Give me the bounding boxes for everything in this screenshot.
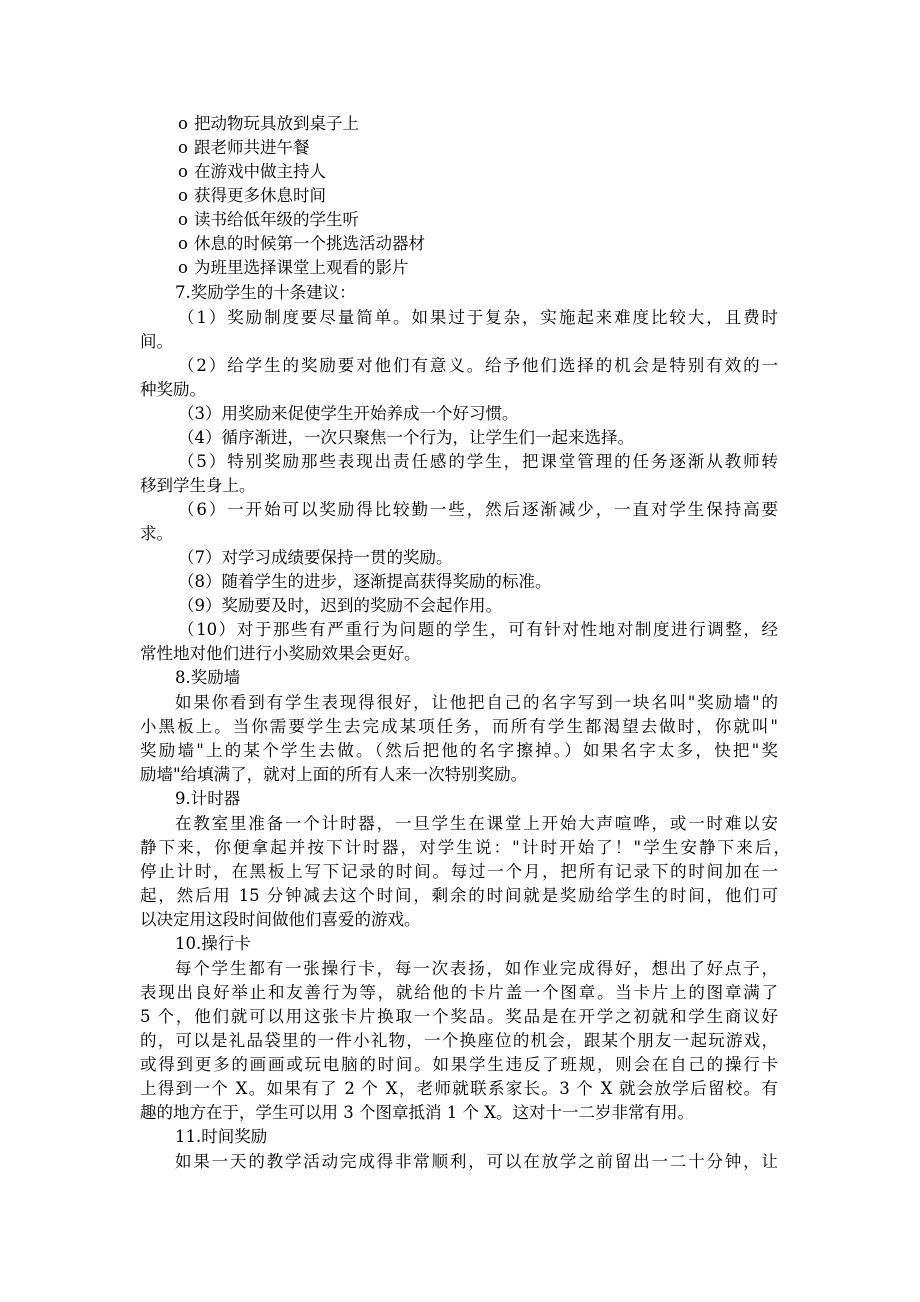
bullet-marker: o (178, 162, 188, 181)
bullet-item: o 休息的时候第一个挑选活动器材 (178, 234, 425, 253)
paragraph-line: （1）奖励制度要尽量简单。如果过于复杂，实施起来难度比较大，且费时 (178, 308, 778, 327)
paragraph-line: （4）循序渐进，一次只聚焦一个行为，让学生们一起来选择。 (178, 428, 634, 447)
bullet-marker: o (178, 114, 188, 133)
bullet-marker: o (178, 258, 188, 277)
bullet-item: o 获得更多休息时间 (178, 186, 326, 205)
paragraph-line: 趣的地方在于，学生可以用 3 个图章抵消 1 个 X。这对十一二岁非常有用。 (140, 1103, 694, 1122)
paragraph-line: 停止计时，在黑板上写下记录的时间。每过一个月，把所有记录下的时间加在一 (140, 862, 778, 881)
bullet-marker: o (178, 234, 188, 253)
paragraph-line: 间。 (140, 332, 173, 351)
paragraph-line: 表现出良好举止和友善行为等，就给他的卡片盖一个图章。当卡片上的图章满了 (140, 983, 778, 1002)
section-heading: 7.奖励学生的十条建议： (175, 283, 356, 302)
bullet-item: o 为班里选择课堂上观看的影片 (178, 258, 409, 277)
paragraph-line: （9）奖励要及时，迟到的奖励不会起作用。 (178, 596, 502, 615)
bullet-item: o 跟老师共进午餐 (178, 138, 310, 157)
paragraph-line: 上得到一个 X。如果有了 2 个 X，老师就联系家长。3 个 X 就会放学后留校。有 (140, 1079, 778, 1098)
paragraph-line: 如果你看到有学生表现得很好，让他把自己的名字写到一块名叫"奖励墙"的 (175, 693, 778, 712)
paragraph-line: （6）一开始可以奖励得比较勤一些，然后逐渐减少，一直对学生保持高要 (178, 500, 778, 519)
section-heading: 9.计时器 (175, 789, 241, 808)
paragraph-line: 常性地对他们进行小奖励效果会更好。 (140, 644, 421, 663)
bullet-marker: o (178, 138, 188, 157)
bullet-item: o 把动物玩具放到桌子上 (178, 114, 359, 133)
paragraph-line: 在教室里准备一个计时器，一旦学生在课堂上开始大声喧哗，或一时难以安 (175, 814, 778, 833)
paragraph-line: 每个学生都有一张操行卡，每一次表扬，如作业完成得好，想出了好点子， (175, 959, 778, 978)
section-heading: 11.时间奖励 (175, 1127, 268, 1146)
bullet-marker: o (178, 210, 188, 229)
paragraph-line: 或得到更多的画画或玩电脑的时间。如果学生违反了班规，则会在自己的操行卡 (140, 1055, 778, 1074)
paragraph-line: （3）用奖励来促使学生开始养成一个好习惯。 (178, 404, 519, 423)
section-heading: 10.操行卡 (175, 934, 251, 953)
section-heading: 8.奖励墙 (175, 668, 241, 687)
bullet-item: o 在游戏中做主持人 (178, 162, 326, 181)
paragraph-line: （10）对于那些有严重行为问题的学生，可有针对性地对制度进行调整，经 (178, 620, 778, 639)
paragraph-line: （7）对学习成绩要保持一贯的奖励。 (178, 548, 453, 567)
paragraph-line: （2）给学生的奖励要对他们有意义。给予他们选择的机会是特别有效的一 (178, 356, 778, 375)
paragraph-line: 的，可以是礼品袋里的一件小礼物，一个换座位的机会，跟某个朋友一起玩游戏， (140, 1031, 778, 1050)
paragraph-line: 如果一天的教学活动完成得非常顺利，可以在放学之前留出一二十分钟，让 (175, 1152, 778, 1171)
paragraph-line: 静下来，你便拿起并按下计时器，对学生说："计时开始了！"学生安静下来后， (140, 838, 790, 857)
paragraph-line: 移到学生身上。 (140, 476, 256, 495)
bullet-item: o 读书给低年级的学生听 (178, 210, 359, 229)
bullet-marker: o (178, 186, 188, 205)
paragraph-line: 励墙"给填满了，就对上面的所有人来一次特别奖励。 (140, 765, 528, 784)
paragraph-line: 5 个，他们就可以用这张卡片换取一个奖品。奖品是在开学之初就和学生商议好 (140, 1007, 778, 1026)
paragraph-line: 求。 (140, 524, 173, 543)
paragraph-line: （8）随着学生的进步，逐渐提高获得奖励的标准。 (178, 572, 552, 591)
paragraph-line: 奖励墙"上的某个学生去做。（然后把他的名字擦掉。）如果名字太多，快把"奖 (140, 741, 778, 760)
paragraph-line: （5）特别奖励那些表现出责任感的学生，把课堂管理的任务逐渐从教师转 (178, 452, 778, 471)
paragraph-line: 起，然后用 15 分钟减去这个时间，剩余的时间就是奖励给学生的时间，他们可 (140, 886, 778, 905)
paragraph-line: 小黑板上。当你需要学生去完成某项任务，而所有学生都渴望去做时，你就叫" (140, 717, 778, 736)
paragraph-line: 种奖励。 (140, 380, 206, 399)
paragraph-line: 以决定用这段时间做他们喜爱的游戏。 (140, 910, 421, 929)
